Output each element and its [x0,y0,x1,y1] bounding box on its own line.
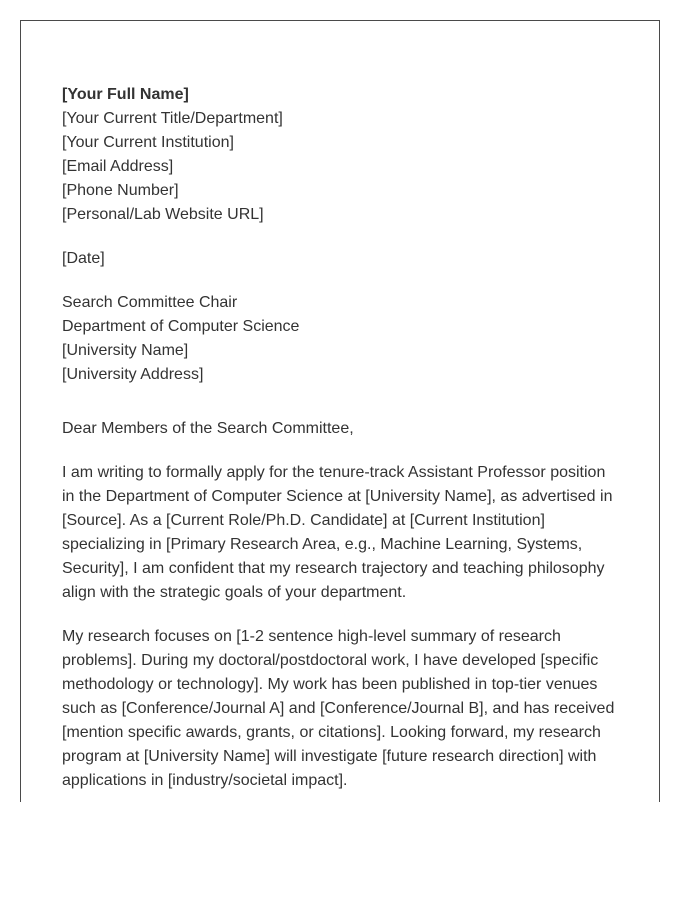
recipient-line-1: Search Committee Chair [62,294,238,311]
spacer [62,441,622,461]
spacer [62,227,622,247]
sender-block [62,83,622,227]
body-paragraph-2: My research focuses on [1-2 sentence high-level summary of research problems]. During my doctoral/postdoctoral work, I have developed [specific methodology or technology]. My work has been published in top-tier venues such as [Conference/Journal A] and [Conference/Journal B], and has received [mention specific awards, grants, or citations]. Looking forward, my research program at [University Name] will investigate [future research direction] with applications in [industry/societal impact]. [62,628,615,789]
recipient-line-3: [University Name] [62,342,189,359]
sender-title: [Your Current Title/Department] [62,110,283,127]
recipient-line-4: [University Address] [62,366,204,383]
spacer [62,605,622,625]
letter-content [62,83,622,793]
salutation: Dear Members of the Search Committee, [62,420,354,437]
letter-page [20,20,660,802]
body-paragraph-1: I am writing to formally apply for the tenure-track Assistant Professor position in the Department of Computer Science at [University Name], as advertised in [Source]. As a [Current Role/Ph.D. Candidate] at [Current Institution] specializing in [Primary Research Area, e.g., Machine Learning, Systems, Security], I am confident that my research trajectory and teaching philosophy align with the strategic goals of your department. [62,464,613,601]
spacer [62,387,622,417]
sender-phone: [Phone Number] [62,182,179,199]
recipient-block [62,291,622,387]
sender-email: [Email Address] [62,158,174,175]
sender-name: [Your Full Name] [62,86,189,103]
sender-institution: [Your Current Institution] [62,134,234,151]
spacer [62,271,622,291]
letter-date: [Date] [62,250,105,267]
sender-website: [Personal/Lab Website URL] [62,206,264,223]
recipient-line-2: Department of Computer Science [62,318,300,335]
